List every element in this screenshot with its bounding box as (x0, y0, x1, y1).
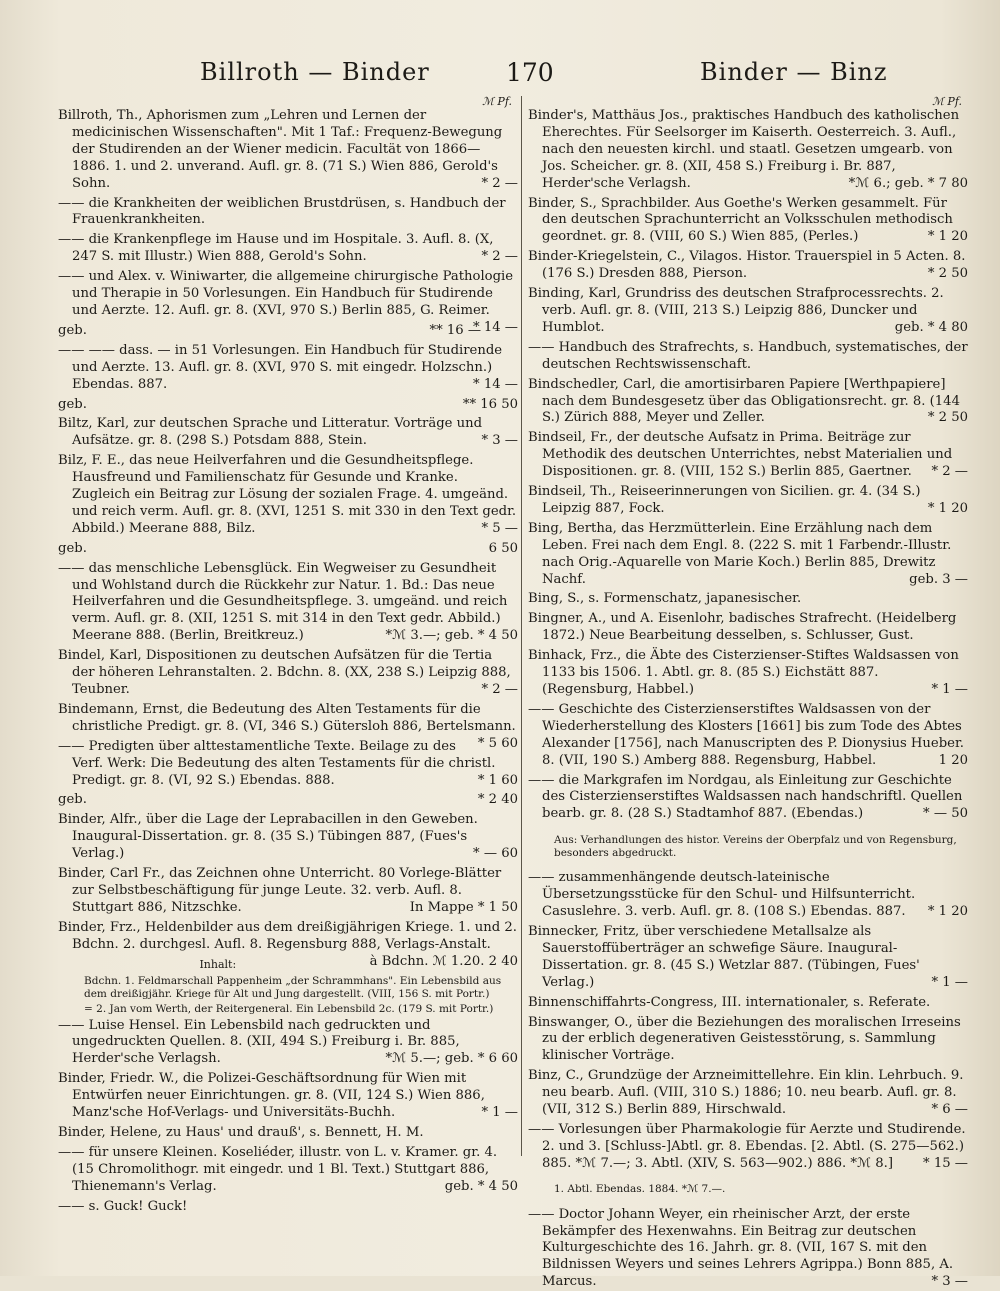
bibliography-entry (58, 343, 518, 394)
entry-price: à Bdchn. ℳ 1.20. 2 40 (369, 953, 518, 969)
entry-price: * 3 — (481, 433, 518, 449)
entry-text (528, 249, 968, 283)
entry-text (554, 1183, 968, 1196)
entry-text (528, 521, 968, 589)
entry-price: * 2 40 (477, 792, 518, 808)
unit-label: ℳ Pf. (482, 95, 512, 108)
entry-text (528, 1068, 968, 1119)
entry-price: * 2 50 (927, 266, 968, 282)
bibliography-entry (528, 340, 968, 374)
header-left-catchword: Billroth — Binder (200, 58, 430, 86)
entry-body: geb. (58, 396, 87, 412)
entry-body: Binder, Friedr. W., die Polizei-Geschäftsordnung für Wien mit Entwürfen neuer Einrichtungen. gr. 8. (VII, 124 S.) Wien 886, Manz'sche Hof-Verlags- und Universitäts-Buchh. (58, 1071, 485, 1121)
entry-price: * 5 — (481, 520, 518, 536)
entry-text (554, 834, 968, 860)
entry-body: —— die Markgrafen im Nordgau, als Einleitung zur Geschichte des Cisterzienserstiftes Waldsassen nach handschriftl. Quellen bearb. gr. 8. (28 S.) Stadtamhof 887. (Ebendas.) (528, 772, 963, 822)
entry-text (528, 196, 968, 247)
entry-body: Binswanger, O., über die Beziehungen des moralischen Irreseins zu der erblich degenerativen Geistesstörung, s. Sammlung klinischer Vorträge. (528, 1014, 961, 1064)
entry-body: Binnenschiffahrts-Congress, III. internationaler, s. Referate. (528, 994, 931, 1010)
entry-price: * 15 — (923, 1155, 968, 1171)
column-divider (521, 96, 522, 1156)
entry-text (528, 773, 968, 824)
entry-text (528, 648, 968, 699)
entry-text (58, 1145, 518, 1196)
entry-price: *ℳ 5.—; geb. * 6 60 (385, 1051, 518, 1067)
entry-body: Bindemann, Ernst, die Bedeutung des Alten Testaments für die christliche Predigt. gr. 8. (VI, 346 S.) Gütersloh 886, Bertelsmann. (58, 701, 516, 734)
entry-price: * 1 — (931, 682, 968, 697)
entry-body: —— das menschliche Lebensglück. Ein Wegweiser zu Gesundheit und Wohlstand durch die Rückkehr zur Natur. 1. Bd.: Das neue Heilverfahren und die Gesundheitspflege. 3. umgeänd. und reich verm. Aufl. gr. 8. (XII, 1251 S. mit 314 in den Text gedr. Abbild.) Meerane 888. (Berlin, Breitkreuz.) (58, 560, 508, 644)
entry-body: Binhack, Frz., die Äbte des Cisterzienser-Stiftes Waldsassen von 1133 bis 1506. 1. Abtl. gr. 8. (85 S.) Eichstätt 887. (Regensburg, Habbel.) (528, 648, 959, 697)
entry-price: * 1 20 (927, 500, 968, 516)
entry-body: —— für unsere Kleinen. Koseliéder, illustr. von L. v. Kramer. gr. 4. (15 Chromolithogr. mit eingedr. und 1 Bl. Text.) Stuttgart 886, Thienemann's Verlag. (58, 1144, 498, 1194)
contents-list (58, 975, 518, 1016)
bibliography-entry (58, 739, 518, 790)
bibliography-entry (528, 249, 968, 283)
entry-text (58, 1018, 518, 1069)
entry-body: geb. (58, 322, 87, 338)
entry-text (528, 1122, 968, 1173)
entry-body: —— Geschichte des Cisterzienserstiftes Waldsassen von der Wiederherstellung des Klosters [1661] bis zum Tode des Abtes Alexander [1756], nach Manuscripten des P. Dionysius Hueber. 8. (VII, 190 S.) Amberg 888. Regensburg, Habbel. (528, 701, 964, 768)
entry-body: —— und Alex. v. Winiwarter, die allgemeine chirurgische Pathologie und Therapie in 50 Vorlesungen. Ein Handbuch für Studirende und Aerzte. 12. Aufl. gr. 8. (XVI, 970 S.) Berlin 885, G. Reimer. (58, 269, 514, 318)
bibliography-entry (58, 1071, 518, 1122)
entry-body: Binder, Alfr., über die Lage der Leprabacillen in den Geweben. Inaugural-Dissertation. gr. 8. (35 S.) Tübingen 887, (Fues's Verlag.) (58, 812, 478, 862)
left-entries-continued (58, 1018, 518, 1216)
entry-text (58, 1199, 518, 1216)
bibliography-entry (528, 611, 968, 645)
bibliography-entry (58, 792, 518, 809)
entry-text (528, 377, 968, 428)
entry-price: * 6 — (931, 1102, 968, 1118)
entry-price: In Mappe * 1 50 (409, 899, 518, 915)
entry-text (528, 611, 968, 645)
entry-price: * 2 — (481, 682, 518, 697)
bibliography-entry (58, 453, 518, 538)
entry-text (58, 739, 518, 790)
entry-text (58, 453, 518, 538)
page-number: 170 (506, 58, 554, 87)
entry-body: Bindschedler, Carl, die amortisirbaren Papiere [Werthpapiere] nach dem Bundesgesetz über das Obligationsrecht. gr. 8. (144 S.) Zürich 888, Meyer und Zeller. (528, 376, 960, 426)
bibliography-entry (528, 1207, 968, 1291)
entry-price: * 3 — (931, 1274, 968, 1290)
entry-price: * — 50 (923, 806, 968, 822)
entry-text (528, 995, 968, 1012)
entry-text (528, 108, 968, 193)
entry-price: *ℳ 6.; geb. * 7 80 (848, 175, 968, 191)
entry-text (58, 812, 518, 863)
contents-item: Bdchn. 1. Feldmarschall Pappenheim „der Schrammhans". Ein Lebensbild aus dem dreißigjähr. Kriege für Alt und Jung dargestellt. (VIII, 156 S. mit Portr.) (84, 974, 502, 1000)
contents-title: Inhalt: (199, 957, 237, 971)
entry-text (528, 870, 968, 921)
right-column (528, 95, 968, 1290)
bibliography-entry (528, 870, 968, 921)
entry-text (58, 108, 518, 193)
entry-body: Binder, Carl Fr., das Zeichnen ohne Unterricht. 80 Vorlege-Blätter zur Selbstbeschäftigung für junge Leute. 32. verb. Aufl. 8. Stuttgart 886, Nitzschke. (58, 866, 502, 915)
bibliography-entry (58, 1018, 518, 1069)
bibliography-entry (58, 108, 518, 193)
entry-body: Bindseil, Fr., der deutsche Aufsatz in Prima. Beiträge zur Methodik des deutschen Unterrichtes, nebst Materialien und Dispositionen. gr. 8. (VIII, 152 S.) Berlin 885, Gaertner. (528, 430, 953, 480)
entry-price: * — 60 (473, 846, 518, 862)
entry-body: 1. Abtl. Ebendas. 1884. *ℳ 7.—. (554, 1183, 726, 1196)
bibliography-entry (528, 521, 968, 589)
entry-body: —— zusammenhängende deutsch-lateinische Übersetzungsstücke für den Schul- und Hilfsunterricht. Casuslehre. 3. verb. Aufl. gr. 8. (108 S.) Ebendas. 887. (528, 870, 916, 920)
entry-text (58, 323, 518, 340)
bibliography-entry (528, 484, 968, 518)
bibliography-entry (58, 323, 518, 340)
entry-body: Bingner, A., und A. Eisenlohr, badisches Strafrecht. (Heidelberg 1872.) Neue Bearbeitung desselben, s. Schlusser, Gust. (528, 611, 957, 644)
entry-price: * 1 — (931, 974, 968, 990)
entry-body: geb. (58, 792, 87, 808)
entry-body: Binder, S., Sprachbilder. Aus Goethe's Werken gesammelt. Für den deutschen Sprachunterricht an Volksschulen methodisch geordnet. gr. 8. (VIII, 60 S.) Wien 885, (Perles.) (528, 195, 953, 245)
bibliography-entry (528, 773, 968, 824)
entry-text (58, 1071, 518, 1122)
bibliography-entry (58, 1125, 518, 1142)
bibliography-entry (528, 924, 968, 992)
entry-body: —— Doctor Johann Weyer, ein rheinischer Arzt, der erste Bekämpfer des Hexenwahns. Ein Beitrag zur deutschen Kulturgeschichte des 16. Jahrh. gr. 8. (VII, 167 S. mit den Bildnissen Weyers und seines Lehrers Agrippa.) Bonn 885, A. Marcus. (528, 1206, 954, 1290)
entry-body: Bing, S., s. Formenschatz, japanesischer. (528, 591, 802, 607)
entry-text (58, 792, 518, 809)
entry-body: Bindel, Karl, Dispositionen zu deutschen Aufsätzen für die Tertia der höheren Lehranstalten. 2. Bdchn. 8. (XX, 238 S.) Leipzig 888, Teubner. (58, 648, 511, 697)
bibliography-entry (58, 1199, 518, 1216)
bibliography-entry (528, 430, 968, 481)
entry-body: geb. (58, 540, 87, 556)
bibliography-entry (58, 701, 518, 751)
entry-price: * 14 — (473, 376, 518, 392)
entry-text (58, 541, 518, 558)
entry-price: * 2 50 (927, 410, 968, 426)
bibliography-entry (58, 541, 518, 558)
contents-item: = 2. Jan vom Werth, der Reitergeneral. Ein Lebensbild 2c. (179 S. mit Portr.) (84, 1002, 494, 1015)
bibliography-entry (528, 1068, 968, 1119)
entry-text (528, 924, 968, 992)
entry-text (528, 1015, 968, 1066)
bibliography-entry (528, 377, 968, 428)
bibliography-entry (58, 232, 518, 266)
entry-price: 6 50 (488, 540, 518, 556)
bibliography-entry (528, 286, 968, 337)
entry-price: geb. 3 — (909, 571, 968, 587)
bibliography-entry (528, 702, 968, 770)
entry-body: Biltz, Karl, zur deutschen Sprache und Litteratur. Vorträge und Aufsätze. gr. 8. (298 S.) Potsdam 888, Stein. (58, 416, 483, 449)
entry-body: Bing, Bertha, das Herzmütterlein. Eine Erzählung nach dem Leben. Frei nach dem Engl. 8. (222 S. mit 1 Farbendr.-Illustr. nach Orig.-Aquarelle von Marie Koch.) Berlin 885, Drewitz Nachf. (528, 520, 952, 587)
entry-text (58, 196, 518, 230)
entry-text (528, 1207, 968, 1291)
entry-text (58, 561, 518, 646)
bibliography-entry (58, 397, 518, 414)
entry-price: * 1 — (481, 1105, 518, 1121)
entry-price: * 2 — (481, 175, 518, 191)
entry-price: geb. * 4 50 (444, 1178, 518, 1194)
bibliography-entry (528, 648, 968, 699)
right-entries (528, 108, 968, 1291)
bibliography-entry (58, 812, 518, 863)
entry-body: Binder-Kriegelstein, C., Vilagos. Histor. Trauerspiel in 5 Acten. 8. (176 S.) Dresden 888, Pierson. (528, 249, 966, 282)
entry-text (58, 397, 518, 414)
bibliography-entry (528, 1122, 968, 1173)
entry-text (58, 701, 518, 751)
entry-price: geb. * 4 80 (894, 319, 968, 335)
bibliography-entry (58, 196, 518, 230)
left-column (58, 96, 518, 1266)
bibliography-entry (528, 1015, 968, 1066)
entry-text (58, 416, 518, 450)
entry-text (58, 232, 518, 266)
entry-body: —— die Krankheiten der weiblichen Brustdrüsen, s. Handbuch der Frauenkrankheiten. (58, 195, 506, 228)
bibliography-entry (528, 591, 968, 608)
bibliography-entry (58, 866, 518, 917)
entry-text (528, 340, 968, 374)
bibliography-entry (528, 1183, 968, 1196)
bibliography-entry (58, 1145, 518, 1196)
entry-price: ** 16 — (429, 322, 482, 338)
entry-body: —— Vorlesungen über Pharmakologie für Aerzte und Studirende. 2. und 3. [Schluss-]Abtl. gr. 8. Ebendas. [2. Abtl. (S. 275—562.) 885. *ℳ 7.—; 3. Abtl. (XIV, S. 563—902.) 886. *ℳ 8.] (528, 1121, 966, 1171)
entry-price: * 1 20 (927, 904, 968, 920)
entry-body: Binder, Frz., Heldenbilder aus dem dreißigjährigen Kriege. 1. und 2. Bdchn. 2. durchgesl. Aufl. 8. Regensburg 888, Verlags-Anstalt. (58, 919, 517, 952)
bibliography-entry (528, 995, 968, 1012)
entry-body: Binder's, Matthäus Jos., praktisches Handbuch des katholischen Eherechtes. Für Seelsorger im Kaiserth. Oesterreich. 3. Aufl., nach den neuesten kirchl. und staatl. Gesetzen umgearb. von Jos. Scheicher. gr. 8. (XII, 458 S.) Freiburg i. Br. 887, Herder'sche Verlagsh. (528, 108, 960, 191)
header-right-catchword: Binder — Binz (700, 58, 888, 86)
entry-body: —— Handbuch des Strafrechts, s. Handbuch, systematisches, der deutschen Rechtswissenschaft. (528, 339, 968, 372)
entry-text (528, 702, 968, 770)
bibliography-entry (528, 108, 968, 193)
entry-body: Bindseil, Th., Reiseerinnerungen von Sicilien. gr. 4. (34 S.) Leipzig 887, Fock. (528, 484, 921, 516)
entry-text (58, 866, 518, 917)
running-header (0, 58, 1000, 92)
bibliography-entry (58, 648, 518, 699)
entry-price: * 2 — (931, 464, 968, 480)
entry-body: Binding, Karl, Grundriss des deutschen Strafprocessrechts. 2. verb. Aufl. gr. 8. (VIII, 213 S.) Leipzig 886, Duncker und Humblot. (528, 286, 944, 335)
entry-text (58, 343, 518, 394)
entry-price: * 2 — (481, 249, 518, 265)
bibliography-entry (58, 561, 518, 646)
entry-text (528, 591, 968, 608)
unit-label: ℳ Pf. (932, 95, 962, 108)
entry-body: Binnecker, Fritz, über verschiedene Metallsalze als Sauerstoffüberträger an schwefige Säure. Inaugural-Dissertation. gr. 8. (45 S.) Wetzlar 887. (Tübingen, Fues' Verlag.) (528, 923, 920, 990)
entry-price: * 14 — (473, 319, 518, 335)
entry-body: Binder, Helene, zu Haus' und drauß', s. Bennett, H. M. (58, 1124, 424, 1140)
entry-body: Aus: Verhandlungen des histor. Vereins der Oberpfalz und von Regensburg, besonders abgedruckt. (554, 833, 957, 859)
entry-price: 1 20 (938, 752, 968, 768)
entry-body: Bilz, F. E., das neue Heilverfahren und die Gesundheitspflege. Hausfreund und Familienschatz für Gesunde und Kranke. Zugleich ein Beitrag zur Lösung der sozialen Frage. 4. umgeänd. und reich verm. Aufl. gr. 8. (XVI, 1251 S. mit 330 in den Text gedr. Abbild.) Meerane 888, Bilz. (58, 453, 517, 536)
entry-price: * 1 60 (477, 772, 518, 788)
bibliography-entry (528, 834, 968, 860)
entry-body: —— Predigten über alttestamentliche Texte. Beilage zu des Verf. Werk: Die Bedeutung des alten Testaments für die christl. Predigt. gr. 8. (VI, 92 S.) Ebendas. 888. (58, 738, 496, 788)
bibliography-entry (58, 416, 518, 450)
entry-text (58, 648, 518, 699)
entry-price: * 5 60 (477, 735, 518, 751)
entry-body: —— Luise Hensel. Ein Lebensbild nach gedruckten und ungedruckten Quellen. 8. (XII, 494 S.) Freiburg i. Br. 885, Herder'sche Verlagsh. (58, 1017, 460, 1067)
entry-text (528, 484, 968, 518)
entry-price: *ℳ 3.—; geb. * 4 50 (385, 628, 518, 644)
entry-body: Binz, C., Grundzüge der Arzneimittellehre. Ein klin. Lehrbuch. 9. neu bearb. Aufl. (VIII, 310 S.) 1886; 10. neu bearb. Aufl. gr. 8. (VII, 312 S.) Berlin 889, Hirschwald. (528, 1068, 964, 1118)
entry-body: —— die Krankenpflege im Hause und im Hospitale. 3. Aufl. 8. (X, 247 S. mit Illustr.) Wien 888, Gerold's Sohn. (58, 232, 494, 265)
entry-price: ** 16 50 (462, 396, 518, 412)
entry-text (528, 286, 968, 337)
entry-body: Billroth, Th., Aphorismen zum „Lehren und Lernen der medicinischen Wissenschaften". Mit 1 Taf.: Frequenz-Bewegung der Studirenden an der Wiener medicin. Facultät von 1866—1886. 1. und 2. unverand. Aufl. gr. 8. (71 S.) Wien 886, Gerold's Sohn. (58, 108, 503, 191)
entry-text (528, 430, 968, 481)
entry-price: * 1 20 (927, 229, 968, 245)
entry-body: —— —— dass. — in 51 Vorlesungen. Ein Handbuch für Studirende und Aerzte. 13. Aufl. gr. 8. (XVI, 970 S. mit eingedr. Holzschn.) Ebendas. 887. (58, 342, 503, 392)
bibliography-entry (528, 196, 968, 247)
entry-body: —— s. Guck! Guck! (58, 1198, 188, 1214)
entry-text (58, 1125, 518, 1142)
